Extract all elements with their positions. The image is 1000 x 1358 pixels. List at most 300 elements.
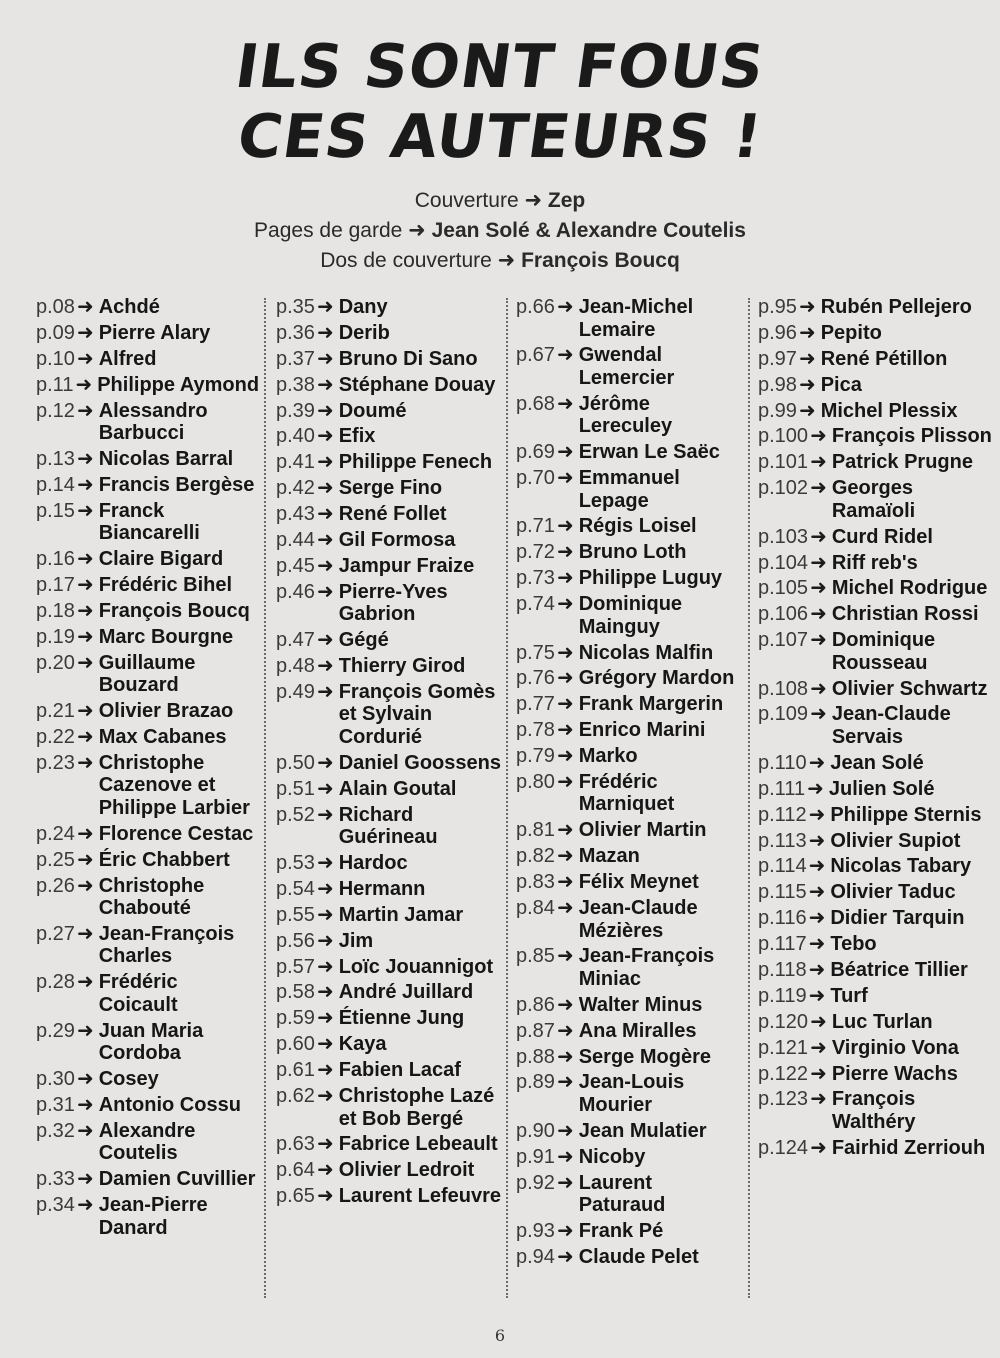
author-entry bbox=[276, 374, 504, 397]
page-ref: p.113 bbox=[758, 829, 807, 852]
arrow-icon: ➜ bbox=[316, 477, 334, 500]
author-entry bbox=[758, 477, 994, 522]
author-entry bbox=[516, 541, 744, 564]
credit-endpapers bbox=[0, 216, 1000, 246]
arrow-icon: ➜ bbox=[316, 296, 334, 318]
author-name: Frank Margerin bbox=[578, 693, 724, 716]
page-ref: p.89 bbox=[516, 1071, 555, 1094]
author-entry bbox=[276, 956, 504, 979]
author-name: Juan Maria Cordoba bbox=[98, 1019, 204, 1065]
author-name: Jean Mulatier bbox=[578, 1119, 707, 1142]
arrow-icon: ➜ bbox=[810, 425, 827, 448]
author-entry bbox=[276, 904, 504, 927]
page-ref: p.87 bbox=[516, 1019, 555, 1042]
arrow-icon: ➜ bbox=[808, 751, 826, 774]
author-name: Stéphane Douay bbox=[338, 373, 496, 396]
page-ref: p.09 bbox=[36, 321, 75, 344]
arrow-icon: ➜ bbox=[810, 629, 827, 652]
arrow-icon: ➜ bbox=[76, 347, 94, 370]
arrow-icon: ➜ bbox=[316, 903, 334, 926]
author-name: Régis Loisel bbox=[578, 515, 697, 538]
arrow-icon: ➜ bbox=[76, 548, 94, 571]
author-name: Philippe Sternis bbox=[830, 803, 982, 826]
author-entry bbox=[276, 1033, 504, 1056]
page-ref: p.55 bbox=[276, 903, 315, 926]
author-name: Jean-Pierre Danard bbox=[98, 1194, 208, 1239]
author-name: Mazan bbox=[578, 845, 640, 868]
author-entry bbox=[758, 881, 994, 904]
author-entry bbox=[276, 581, 504, 626]
author-entry bbox=[516, 515, 744, 538]
page-ref: p.44 bbox=[276, 529, 315, 552]
arrow-icon: ➜ bbox=[76, 1019, 94, 1042]
author-name: Étienne Jung bbox=[338, 1007, 465, 1030]
author-entry bbox=[516, 945, 744, 990]
author-entry bbox=[276, 477, 504, 500]
author-entry bbox=[516, 771, 744, 816]
author-name: Olivier Brazao bbox=[98, 700, 234, 723]
author-name: Georges Ramaïoli bbox=[831, 477, 916, 522]
arrow-icon: ➜ bbox=[808, 829, 826, 852]
author-entry bbox=[276, 1185, 504, 1208]
author-entry bbox=[276, 804, 504, 849]
author-entry bbox=[276, 778, 504, 801]
arrow-icon: ➜ bbox=[810, 603, 827, 626]
page-ref: p.81 bbox=[516, 819, 555, 842]
author-name: Cosey bbox=[98, 1068, 159, 1091]
page-ref: p.74 bbox=[516, 593, 555, 616]
author-name: Serge Mogère bbox=[578, 1045, 711, 1068]
page-ref: p.70 bbox=[516, 467, 555, 490]
author-name: Alexandre Coutelis bbox=[98, 1119, 196, 1165]
author-name: Kaya bbox=[338, 1033, 387, 1056]
page-ref: p.51 bbox=[276, 777, 315, 800]
author-name: Christophe Chabouté bbox=[98, 874, 205, 920]
author-entry bbox=[758, 296, 994, 319]
author-entry bbox=[758, 577, 994, 600]
page-ref: p.80 bbox=[516, 770, 555, 793]
page-ref: p.120 bbox=[758, 1010, 809, 1033]
arrow-icon: ➜ bbox=[316, 955, 334, 978]
author-name: Max Cabanes bbox=[98, 725, 227, 748]
author-name: Philippe Luguy bbox=[578, 567, 723, 590]
author-name: Fabrice Lebeault bbox=[338, 1133, 498, 1156]
column-divider bbox=[506, 298, 508, 1298]
author-entry bbox=[516, 819, 744, 842]
arrow-icon: ➜ bbox=[556, 567, 574, 590]
arrow-icon: ➜ bbox=[316, 1007, 334, 1030]
credit-back-cover bbox=[0, 246, 1000, 276]
arrow-icon: ➜ bbox=[556, 1071, 574, 1094]
page-ref: p.18 bbox=[36, 599, 75, 622]
page-ref: p.08 bbox=[36, 296, 75, 318]
arrow-icon: ➜ bbox=[810, 1136, 827, 1159]
column-divider bbox=[748, 298, 750, 1298]
author-entry bbox=[516, 1046, 744, 1069]
arrow-icon: ➜ bbox=[316, 529, 334, 552]
author-name: Claude Pelet bbox=[578, 1245, 699, 1268]
arrow-icon: ➜ bbox=[556, 819, 574, 842]
page-ref: p.109 bbox=[758, 703, 809, 726]
author-name: Christophe Lazé et Bob Bergé bbox=[338, 1085, 495, 1130]
page-ref: p.52 bbox=[276, 803, 315, 826]
credit-author: Zep bbox=[547, 189, 586, 212]
page-ref: p.100 bbox=[758, 425, 809, 448]
page-ref: p.96 bbox=[758, 321, 797, 344]
arrow-icon: ➜ bbox=[76, 922, 94, 945]
author-name: Jean-François Charles bbox=[98, 922, 235, 968]
author-entry bbox=[516, 745, 744, 768]
author-name: Olivier Supiot bbox=[830, 829, 961, 852]
arrow-icon: ➜ bbox=[316, 347, 334, 370]
arrow-icon: ➜ bbox=[316, 629, 334, 652]
page-ref: p.26 bbox=[36, 874, 75, 897]
page-ref: p.10 bbox=[36, 347, 75, 370]
author-name: Philippe Fenech bbox=[338, 451, 493, 474]
author-name: Bruno Di Sano bbox=[338, 347, 478, 370]
arrow-icon: ➜ bbox=[556, 1220, 574, 1243]
author-entry bbox=[516, 719, 744, 742]
author-entry bbox=[516, 845, 744, 868]
arrow-icon: ➜ bbox=[76, 296, 94, 318]
page-ref: p.57 bbox=[276, 955, 315, 978]
author-entry bbox=[758, 1088, 994, 1133]
author-entry bbox=[276, 1007, 504, 1030]
arrow-icon: ➜ bbox=[556, 945, 574, 968]
arrow-icon: ➜ bbox=[76, 848, 94, 871]
page-ref: p.56 bbox=[276, 929, 315, 952]
author-entry bbox=[276, 451, 504, 474]
author-name: Patrick Prugne bbox=[831, 451, 973, 474]
arrow-icon: ➜ bbox=[556, 845, 574, 868]
arrow-icon: ➜ bbox=[76, 725, 94, 748]
author-entry bbox=[276, 1133, 504, 1156]
arrow-icon: ➜ bbox=[76, 625, 94, 648]
page-ref: p.17 bbox=[36, 574, 75, 597]
arrow-icon: ➜ bbox=[316, 580, 334, 603]
arrow-icon: ➜ bbox=[810, 577, 827, 600]
author-name: Jean-Louis Mourier bbox=[578, 1071, 685, 1116]
author-entry bbox=[758, 348, 994, 371]
arrow-icon: ➜ bbox=[810, 1062, 827, 1085]
page-ref: p.29 bbox=[36, 1019, 75, 1042]
author-name: Christian Rossi bbox=[831, 603, 979, 626]
author-name: Olivier Ledroit bbox=[338, 1159, 475, 1182]
arrow-icon: ➜ bbox=[556, 344, 574, 367]
arrow-icon: ➜ bbox=[316, 399, 334, 422]
author-name: Grégory Mardon bbox=[578, 667, 735, 690]
arrow-icon: ➜ bbox=[556, 467, 574, 490]
author-name: Gégé bbox=[338, 629, 389, 652]
arrow-icon: ➜ bbox=[316, 1033, 334, 1056]
author-entry bbox=[758, 374, 994, 397]
author-entry bbox=[516, 1220, 744, 1243]
arrow-icon: ➜ bbox=[76, 399, 94, 422]
page-ref: p.14 bbox=[36, 473, 75, 496]
author-entry bbox=[516, 1172, 744, 1217]
arrow-icon: ➜ bbox=[76, 1068, 94, 1091]
page-ref: p.110 bbox=[758, 751, 807, 774]
author-name: Alfred bbox=[98, 347, 157, 370]
author-entry bbox=[36, 574, 261, 597]
arrow-icon: ➜ bbox=[556, 1145, 574, 1168]
author-name: Béatrice Tillier bbox=[830, 958, 968, 981]
page-ref: p.47 bbox=[276, 629, 315, 652]
page-ref: p.37 bbox=[276, 347, 315, 370]
author-entry bbox=[758, 703, 994, 748]
page-ref: p.61 bbox=[276, 1059, 315, 1082]
page-ref: p.67 bbox=[516, 344, 555, 367]
page-ref: p.24 bbox=[36, 822, 75, 845]
arrow-icon: ➜ bbox=[76, 1093, 94, 1116]
page-ref: p.72 bbox=[516, 541, 555, 564]
author-entry bbox=[758, 985, 994, 1008]
author-entry bbox=[758, 855, 994, 878]
arrow-icon: ➜ bbox=[76, 651, 94, 674]
arrow-icon: ➜ bbox=[808, 803, 826, 826]
page-ref: p.83 bbox=[516, 871, 555, 894]
page-ref: p.45 bbox=[276, 554, 315, 577]
page-ref: p.36 bbox=[276, 321, 315, 344]
author-entry bbox=[758, 526, 994, 549]
author-entry bbox=[276, 322, 504, 345]
page-ref: p.69 bbox=[516, 441, 555, 464]
author-entry bbox=[516, 567, 744, 590]
arrow-icon: ➜ bbox=[76, 822, 94, 845]
credits-block bbox=[0, 186, 1000, 276]
author-entry bbox=[276, 1059, 504, 1082]
author-entry bbox=[36, 875, 261, 920]
author-name: Curd Ridel bbox=[831, 525, 933, 548]
author-entry bbox=[276, 555, 504, 578]
arrow-icon: ➜ bbox=[810, 1010, 827, 1033]
page-ref: p.117 bbox=[758, 933, 807, 956]
author-entry bbox=[758, 933, 994, 956]
author-entry bbox=[36, 448, 261, 471]
page-ref: p.79 bbox=[516, 745, 555, 768]
author-entry bbox=[516, 1020, 744, 1043]
author-entry bbox=[276, 629, 504, 652]
page-ref: p.23 bbox=[36, 751, 75, 774]
arrow-icon: ➜ bbox=[556, 541, 574, 564]
arrow-icon: ➜ bbox=[808, 958, 826, 981]
author-name: François Walthéry bbox=[831, 1088, 916, 1133]
arrow-icon: ➜ bbox=[556, 770, 574, 793]
arrow-icon: ➜ bbox=[556, 593, 574, 616]
page-ref: p.41 bbox=[276, 451, 315, 474]
author-entry bbox=[36, 474, 261, 497]
author-entry bbox=[36, 823, 261, 846]
page-ref: p.32 bbox=[36, 1119, 75, 1142]
page-ref: p.31 bbox=[36, 1093, 75, 1116]
author-name: Riff reb's bbox=[831, 551, 918, 574]
author-name: Dany bbox=[338, 296, 388, 318]
page-ref: p.66 bbox=[516, 296, 555, 318]
page-ref: p.116 bbox=[758, 907, 807, 930]
author-name: Hermann bbox=[338, 877, 426, 900]
arrow-icon: ➜ bbox=[810, 1036, 827, 1059]
page-ref: p.111 bbox=[758, 777, 806, 800]
author-name: Jean Solé bbox=[830, 751, 924, 774]
arrow-icon: ➜ bbox=[556, 296, 574, 318]
page-ref: p.119 bbox=[758, 984, 807, 1007]
page-ref: p.13 bbox=[36, 447, 75, 470]
page-ref: p.19 bbox=[36, 625, 75, 648]
page-ref: p.42 bbox=[276, 477, 315, 500]
page-ref: p.63 bbox=[276, 1133, 315, 1156]
page-ref: p.114 bbox=[758, 855, 807, 878]
author-name: Emmanuel Lepage bbox=[578, 467, 680, 512]
author-entry bbox=[276, 503, 504, 526]
page-ref: p.73 bbox=[516, 567, 555, 590]
arrow-icon: ➜ bbox=[556, 745, 574, 768]
author-entry bbox=[516, 344, 744, 389]
author-entry bbox=[758, 552, 994, 575]
author-name: Loïc Jouannigot bbox=[338, 955, 494, 978]
author-entry bbox=[276, 296, 504, 319]
author-name: Fabien Lacaf bbox=[338, 1059, 461, 1082]
author-name: Pierre Alary bbox=[98, 321, 211, 344]
author-entry bbox=[276, 852, 504, 875]
arrow-icon: ➜ bbox=[556, 641, 574, 664]
arrow-icon: ➜ bbox=[76, 751, 94, 774]
author-entry bbox=[516, 467, 744, 512]
page-ref: p.122 bbox=[758, 1062, 809, 1085]
page-ref: p.88 bbox=[516, 1045, 555, 1068]
page-ref: p.43 bbox=[276, 503, 315, 526]
title-line-2: CES AUTEURS ! bbox=[233, 102, 767, 172]
page-ref: p.77 bbox=[516, 693, 555, 716]
author-name: Doumé bbox=[338, 399, 407, 422]
page-ref: p.46 bbox=[276, 580, 315, 603]
author-entry bbox=[516, 393, 744, 438]
author-entry bbox=[36, 923, 261, 968]
arrow-icon: ➜ bbox=[76, 971, 94, 994]
author-name: Tebo bbox=[830, 933, 877, 956]
author-entry bbox=[36, 849, 261, 872]
author-name: Félix Meynet bbox=[578, 871, 699, 894]
arrow-icon: ➜ bbox=[316, 373, 334, 396]
author-name: Fairhid Zerriouh bbox=[831, 1136, 986, 1159]
author-entry bbox=[516, 897, 744, 942]
arrow-icon: ➜ bbox=[316, 680, 334, 703]
author-entry bbox=[36, 296, 261, 319]
arrow-icon: ➜ bbox=[316, 503, 334, 526]
arrow-icon: ➜ bbox=[808, 933, 826, 956]
author-entry bbox=[758, 425, 994, 448]
arrow-icon: ➜ bbox=[316, 1185, 334, 1208]
author-entry bbox=[758, 1011, 994, 1034]
author-entry bbox=[516, 693, 744, 716]
arrow-icon: ➜ bbox=[798, 399, 816, 422]
author-name: Walter Minus bbox=[578, 993, 703, 1016]
author-name: Franck Biancarelli bbox=[98, 499, 200, 545]
author-name: Bruno Loth bbox=[578, 541, 687, 564]
arrow-icon: ➜ bbox=[316, 852, 334, 875]
page-ref: p.25 bbox=[36, 848, 75, 871]
arrow-icon: ➜ bbox=[807, 777, 824, 800]
page-ref: p.11 bbox=[36, 373, 74, 396]
author-name: Éric Chabbert bbox=[98, 848, 230, 871]
arrow-icon: ➜ bbox=[76, 599, 94, 622]
author-entry bbox=[516, 994, 744, 1017]
author-entry bbox=[276, 529, 504, 552]
author-entry bbox=[758, 322, 994, 345]
arrow-icon: ➜ bbox=[76, 1194, 94, 1217]
arrow-icon: ➜ bbox=[556, 515, 574, 538]
author-entry bbox=[516, 441, 744, 464]
author-entry bbox=[36, 1020, 261, 1065]
page-ref: p.115 bbox=[758, 881, 807, 904]
author-name: Laurent Paturaud bbox=[578, 1171, 666, 1217]
author-name: Damien Cuvillier bbox=[98, 1168, 256, 1191]
arrow-icon: ➜ bbox=[798, 321, 816, 344]
author-entry bbox=[36, 1120, 261, 1165]
author-name: Martin Jamar bbox=[338, 903, 464, 926]
credit-label: Dos de couverture bbox=[320, 249, 492, 272]
arrow-icon: ➜ bbox=[556, 441, 574, 464]
author-entry bbox=[516, 1071, 744, 1116]
author-entry bbox=[516, 667, 744, 690]
author-name: Frédéric Bihel bbox=[98, 574, 233, 597]
page-ref: p.65 bbox=[276, 1185, 315, 1208]
author-name: Pica bbox=[820, 373, 862, 396]
arrow-icon: ➜ bbox=[76, 473, 94, 496]
arrow-icon: ➜ bbox=[810, 551, 827, 574]
page-ref: p.27 bbox=[36, 922, 75, 945]
arrow-icon: ➜ bbox=[810, 451, 827, 474]
author-name: Jean-Claude Servais bbox=[831, 703, 951, 748]
author-entry bbox=[516, 871, 744, 894]
page-ref: p.50 bbox=[276, 751, 315, 774]
author-name: Marko bbox=[578, 745, 638, 768]
author-name: Michel Rodrigue bbox=[831, 577, 988, 600]
arrow-icon: ➜ bbox=[556, 1045, 574, 1068]
author-name: Frédéric Coicault bbox=[98, 971, 178, 1016]
author-entry bbox=[758, 1137, 994, 1160]
arrow-icon: ➜ bbox=[316, 1085, 334, 1108]
page-ref: p.105 bbox=[758, 577, 809, 600]
arrow-icon: ➜ bbox=[316, 1059, 334, 1082]
author-name: Olivier Martin bbox=[578, 819, 707, 842]
page-ref: p.121 bbox=[758, 1036, 809, 1059]
author-entry bbox=[36, 1194, 261, 1239]
author-name: Pierre-Yves Gabrion bbox=[338, 580, 448, 626]
arrow-icon: ➜ bbox=[76, 700, 94, 723]
author-name: René Pétillon bbox=[820, 347, 948, 370]
credit-label: Couverture bbox=[414, 189, 519, 212]
arrow-icon: ➜ bbox=[810, 677, 827, 700]
author-entry bbox=[758, 778, 994, 801]
arrow-icon: ➜ bbox=[810, 703, 827, 726]
arrow-icon: ➜ bbox=[556, 993, 574, 1016]
page-ref: p.84 bbox=[516, 897, 555, 920]
author-entry bbox=[36, 348, 261, 371]
author-entry bbox=[758, 629, 994, 674]
author-name: Gil Formosa bbox=[338, 529, 456, 552]
author-name: Jean-François Miniac bbox=[578, 945, 715, 990]
author-column-3 bbox=[516, 296, 744, 1296]
arrow-icon: ➜ bbox=[76, 874, 94, 897]
page-ref: p.30 bbox=[36, 1068, 75, 1091]
author-entry bbox=[276, 1085, 504, 1130]
author-entry bbox=[758, 400, 994, 423]
author-entry bbox=[758, 907, 994, 930]
author-column-1 bbox=[36, 296, 261, 1296]
arrow-icon: ➜ bbox=[556, 719, 574, 742]
arrow-icon: ➜ bbox=[556, 1171, 574, 1194]
title-line-1: ILS SONT FOUS bbox=[231, 32, 769, 102]
